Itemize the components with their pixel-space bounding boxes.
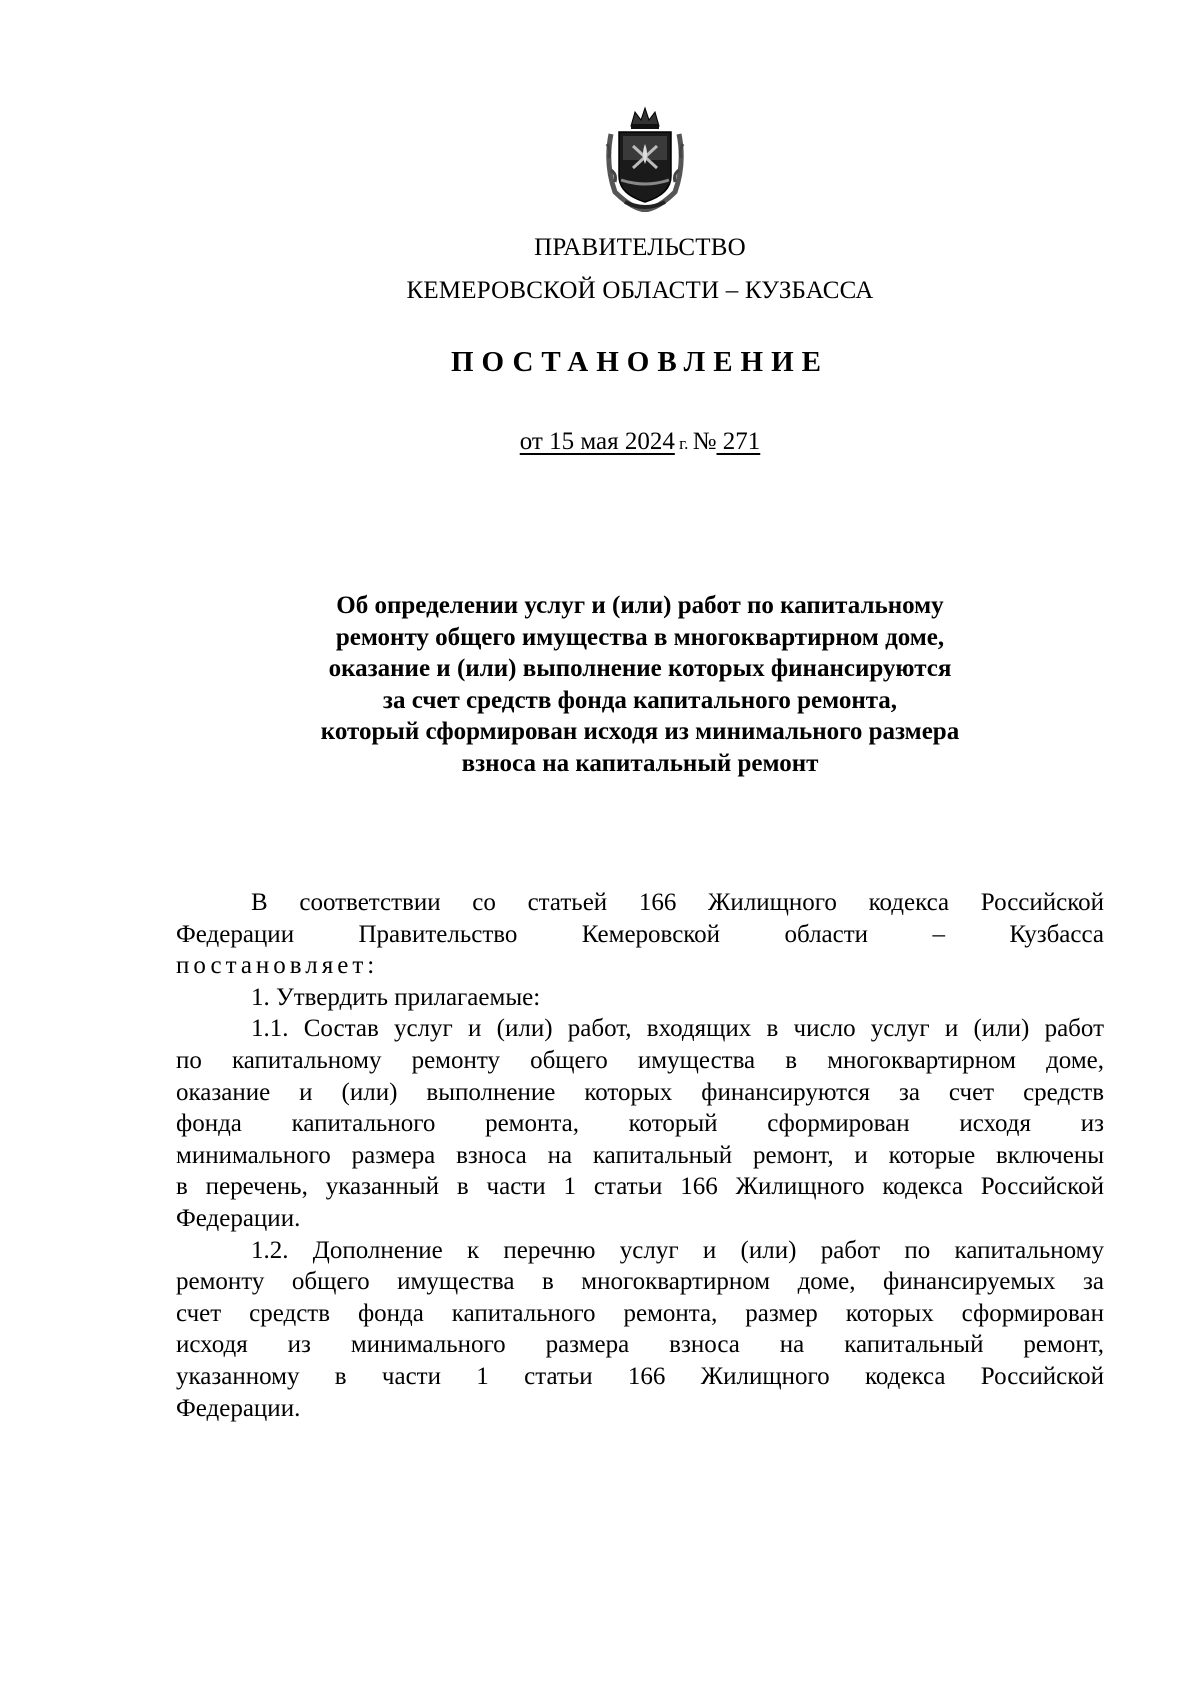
date-number-line [0, 427, 1200, 459]
body-line: указанному в части 1 статьи 166 Жилищного кодекса Российской [176, 1362, 1104, 1390]
year-suffix: г. [674, 434, 693, 453]
body-line: по капитальному ремонту общего имущества в многоквартирном доме, [176, 1046, 1104, 1074]
title-line: который сформирован исходя из минимального размера [320, 718, 960, 746]
body-line: Федерации Правительство Кемеровской области – Кузбасса [176, 920, 1104, 948]
title-line: ремонту общего имущества в многоквартирном доме, [335, 623, 945, 651]
document-type-heading: ПОСТАНОВЛЕНИЕ [450, 346, 829, 378]
body-line: ремонту общего имущества в многоквартирном доме, финансируемых за [176, 1268, 1104, 1296]
title-line: за счет средств фонда капитального ремонта, [382, 686, 898, 714]
organization-name-line2: КЕМЕРОВСКОЙ ОБЛАСТИ – КУЗБАССА [406, 277, 874, 304]
body-line: 1. Утвердить прилагаемые: [251, 983, 541, 1011]
body-line: счет средств фонда капитального ремонта, размер которых сформирован [176, 1299, 1104, 1327]
document-number: 271 [716, 428, 761, 455]
organization-name-line1: ПРАВИТЕЛЬСТВО [534, 234, 746, 261]
title-line: взноса на капитальный ремонт [461, 749, 819, 777]
number-sign: № [692, 428, 717, 455]
body-line: 1.1. Состав услуг и (или) работ, входящих в число услуг и (или) работ [251, 1015, 1104, 1043]
body-line: Федерации. [176, 1394, 301, 1422]
document-body [176, 887, 1104, 1424]
body-line: в перечень, указанный в части 1 статьи 166 Жилищного кодекса Российской [176, 1173, 1104, 1201]
body-line: В соответствии со статьей 166 Жилищного кодекса Российской [251, 889, 1104, 916]
document-title [250, 590, 1030, 780]
body-line: постановляет: [176, 952, 379, 980]
title-line: Об определении услуг и (или) работ по капитальному [336, 592, 944, 619]
body-line: фонда капитального ремонта, который сформирован исходя из [176, 1110, 1104, 1138]
body-line: 1.2. Дополнение к перечню услуг и (или) работ по капитальному [251, 1236, 1104, 1264]
body-line: исходя из минимального размера взноса на капитальный ремонт, [176, 1331, 1104, 1359]
body-line: оказание и (или) выполнение которых финансируются за счет средств [176, 1078, 1104, 1106]
title-line: оказание и (или) выполнение которых финансируются [328, 655, 952, 683]
body-line: минимального размера взноса на капитальный ремонт, и которые включены [176, 1141, 1104, 1169]
body-line: Федерации. [176, 1204, 301, 1232]
document-date: от 15 мая 2024 [519, 428, 675, 455]
coat-of-arms-emblem [601, 104, 689, 212]
